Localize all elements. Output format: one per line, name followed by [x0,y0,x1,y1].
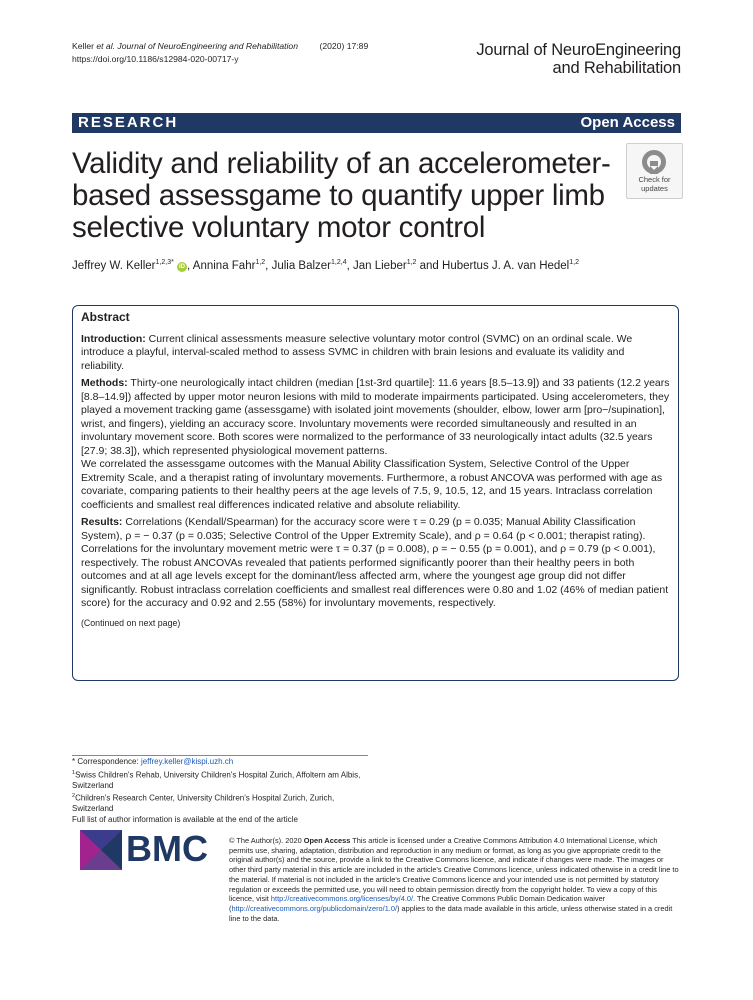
article-type-band [72,113,681,133]
cc-by-link[interactable]: http://creativecommons.org/licenses/by/4.0/ [270,894,414,904]
license-text-2: . The Creative Commons Public Domain Dedication waiver ( [229,894,606,913]
running-header [72,40,368,66]
results-label: Results: [81,516,123,528]
author-affiliation: 1,2,3* [155,259,174,266]
affiliation-sup: 2 [72,793,76,800]
check-for-updates-button[interactable] [626,143,683,199]
cc-zero-link[interactable]: http://creativecommons.org/publicdomain/zero/1.0/ [231,903,398,913]
header-journal: et al. Journal of NeuroEngineering and Rehabilitation [96,41,298,51]
affiliation-sup: 1 [72,769,76,776]
abstract-box [72,305,679,681]
bmc-mark-icon [80,830,122,870]
introduction-label: Introduction: [81,332,146,345]
author-affiliation: 1,2,4 [331,259,347,266]
continued-note: (Continued on next page) [81,617,181,628]
article-type-label: RESEARCH [78,114,179,131]
copyright: © The Author(s). 2020 [229,836,302,845]
author-name[interactable]: Hubertus J. A. van Hedel [442,259,570,272]
author-affiliation: 1,2 [406,259,417,266]
abstract-introduction [81,333,670,374]
footnotes [72,757,372,825]
introduction-text: Current clinical assessments measure selective voluntary motor control (SVMC) on an ordinal scale. We introduce a playful, interval-scaled method to assess SVMC in children with brain lesions and evaluate its validity and reliability. [81,332,633,372]
abstract-methods-cont: We correlated the assessgame outcomes with the Manual Ability Classification System, Selective Control of the Upper Extremity Scale, and a therapist rating of involuntary movements. Furthermore, a robust ANCOVA was performed with age as covariate, comparing patients to their healthy peers at the age levels of 7.5, 9, 10.5, 12, and 15 years. Intraclass correlation coefficients and smallest real differences indicated relative and absolute reliability. [81,458,663,511]
doi-link[interactable]: https://doi.org/10.1186/s12984-020-00717-y [72,54,239,64]
author-name[interactable]: Jeffrey W. Keller [72,259,156,272]
badge-line2: updates [641,183,668,193]
footnote-divider [72,755,368,756]
author-affiliation: 1,2 [569,259,579,266]
methods-text: Thirty-one neurologically intact children (median [1st-3rd quartile]: 11.6 years [8.5–13.9]) and 33 patients (12.2 years [8.8–14.9]) affected by upper motor neuron lesions with mild to moderate impairments participated. Using accelerometers, they played a movement tracking game (assessgame) with isolated joint movements (shoulder, elbow, lower arm [pro−/supination], wrist, and fingers), yielding an accuracy score. Involuntary movements were recorded simultaneously and resulted in an involuntary movement score. Both scores were normalized to the performance of 33 neurologically intact adults (32.5 years [27.9; 38.3]), which represented physiological movement patterns. [81,377,670,457]
license-statement [229,836,681,923]
abstract-methods [81,377,670,458]
bmc-logo [80,830,215,870]
journal-name [476,42,681,77]
badge-line1: Check for [638,175,671,184]
affiliation-text: Swiss Children's Rehab, University Children's Hospital Zurich, Affoltern am Albis, Switzerland [72,770,361,790]
methods-label: Methods: [81,377,128,389]
full-author-info: Full list of author information is available at the end of the article [72,814,298,824]
affiliation-text: Children's Research Center, University Children's Hospital Zurich, Zurich, Switzerland [72,793,335,814]
bmc-wordmark: BMC [126,828,208,869]
affiliation-1 [72,768,372,792]
abstract-heading: Abstract [81,310,130,324]
results-text: Correlations (Kendall/Spearman) for the accuracy score were τ = 0.29 (p = 0.035; Manual Ability Classification System), ρ = − 0.37 (p = 0.035; Selective Control of the Upper Extremity Scale), and ρ = 0.64 (p < 0.001; therapist rating). Correlations for the involuntary movement metric were τ = 0.37 (p = 0.008), ρ = − 0.55 (p = 0.001), and ρ = 0.79 (p < 0.001), respectively. The robust ANCOVAs revealed that patients performed significantly poorer than their healthy peers in both outcomes and at all age levels except for the dominant/less affected arm, where the youngest age group did not differ significantly. Robust intraclass correlation coefficients and smallest real differences were 0.80 and 1.02 (46% of median patient score) for the accuracy and 0.92 and 2.55 (58%) for involuntary movements, respectively. [81,516,669,609]
author-name[interactable]: Annina Fahr [192,259,256,272]
author-list: Jeffrey W. Keller$^{1,2,3*}$ iD , Annina Fahr$^{1,2}$, Julia Balzer$^{1,2,4}$, Jan Lieber$^{1,2}$ and Hubertus J. A. van Hedel$^{1,2}$ [72,259,579,272]
open-access-label: Open Access [580,114,675,131]
author-name[interactable]: Jan Lieber [352,259,407,272]
header-author: Keller [72,41,94,51]
citation-line [72,40,368,53]
correspondence [72,757,372,768]
license-text-1: This article is licensed under a Creative Commons Attribution 4.0 International License, which permits use, sharing, adaptation, distribution and reproduction in any medium or format, as long as you give appropriate credit to the original author(s) and the source, provide a link to the Creative Commons licence, and indicate if changes were made. The images or other third party material in this article are included in the article's Creative Commons licence, unless indicated otherwise in a credit line to the material. If material is not included in the article's Creative Commons licence and your intended use is not permitted by statutory regulation or exceeds the permitted use, you will need to obtain permission directly from the copyright holder. To view a copy of this licence, visit [229,836,679,904]
open-access-tag: Open Access [303,836,351,845]
license-text-3: ) applies to the data made available in this article, unless otherwise stated in a credit line to the data. [229,903,673,923]
affiliation-2 [72,791,372,815]
crossmark-icon [639,147,669,177]
author-and: and [419,259,439,272]
correspondence-label: * Correspondence: [72,757,141,766]
article-title: Validity and reliability of an accelerometer-based assessgame to quantify upper limb selective voluntary motor control [72,147,611,244]
author-name[interactable]: Julia Balzer [271,259,332,272]
abstract-results [81,516,670,611]
author-affiliation: 1,2 [255,259,266,266]
correspondence-email[interactable]: jeffrey.keller@kispi.uzh.ch [140,757,234,766]
journal-name-line2: and Rehabilitation [552,58,681,77]
orcid-icon[interactable]: iD [179,263,186,270]
journal-name-line1: Journal of NeuroEngineering [476,41,681,59]
header-volume: (2020) 17:89 [319,41,369,51]
